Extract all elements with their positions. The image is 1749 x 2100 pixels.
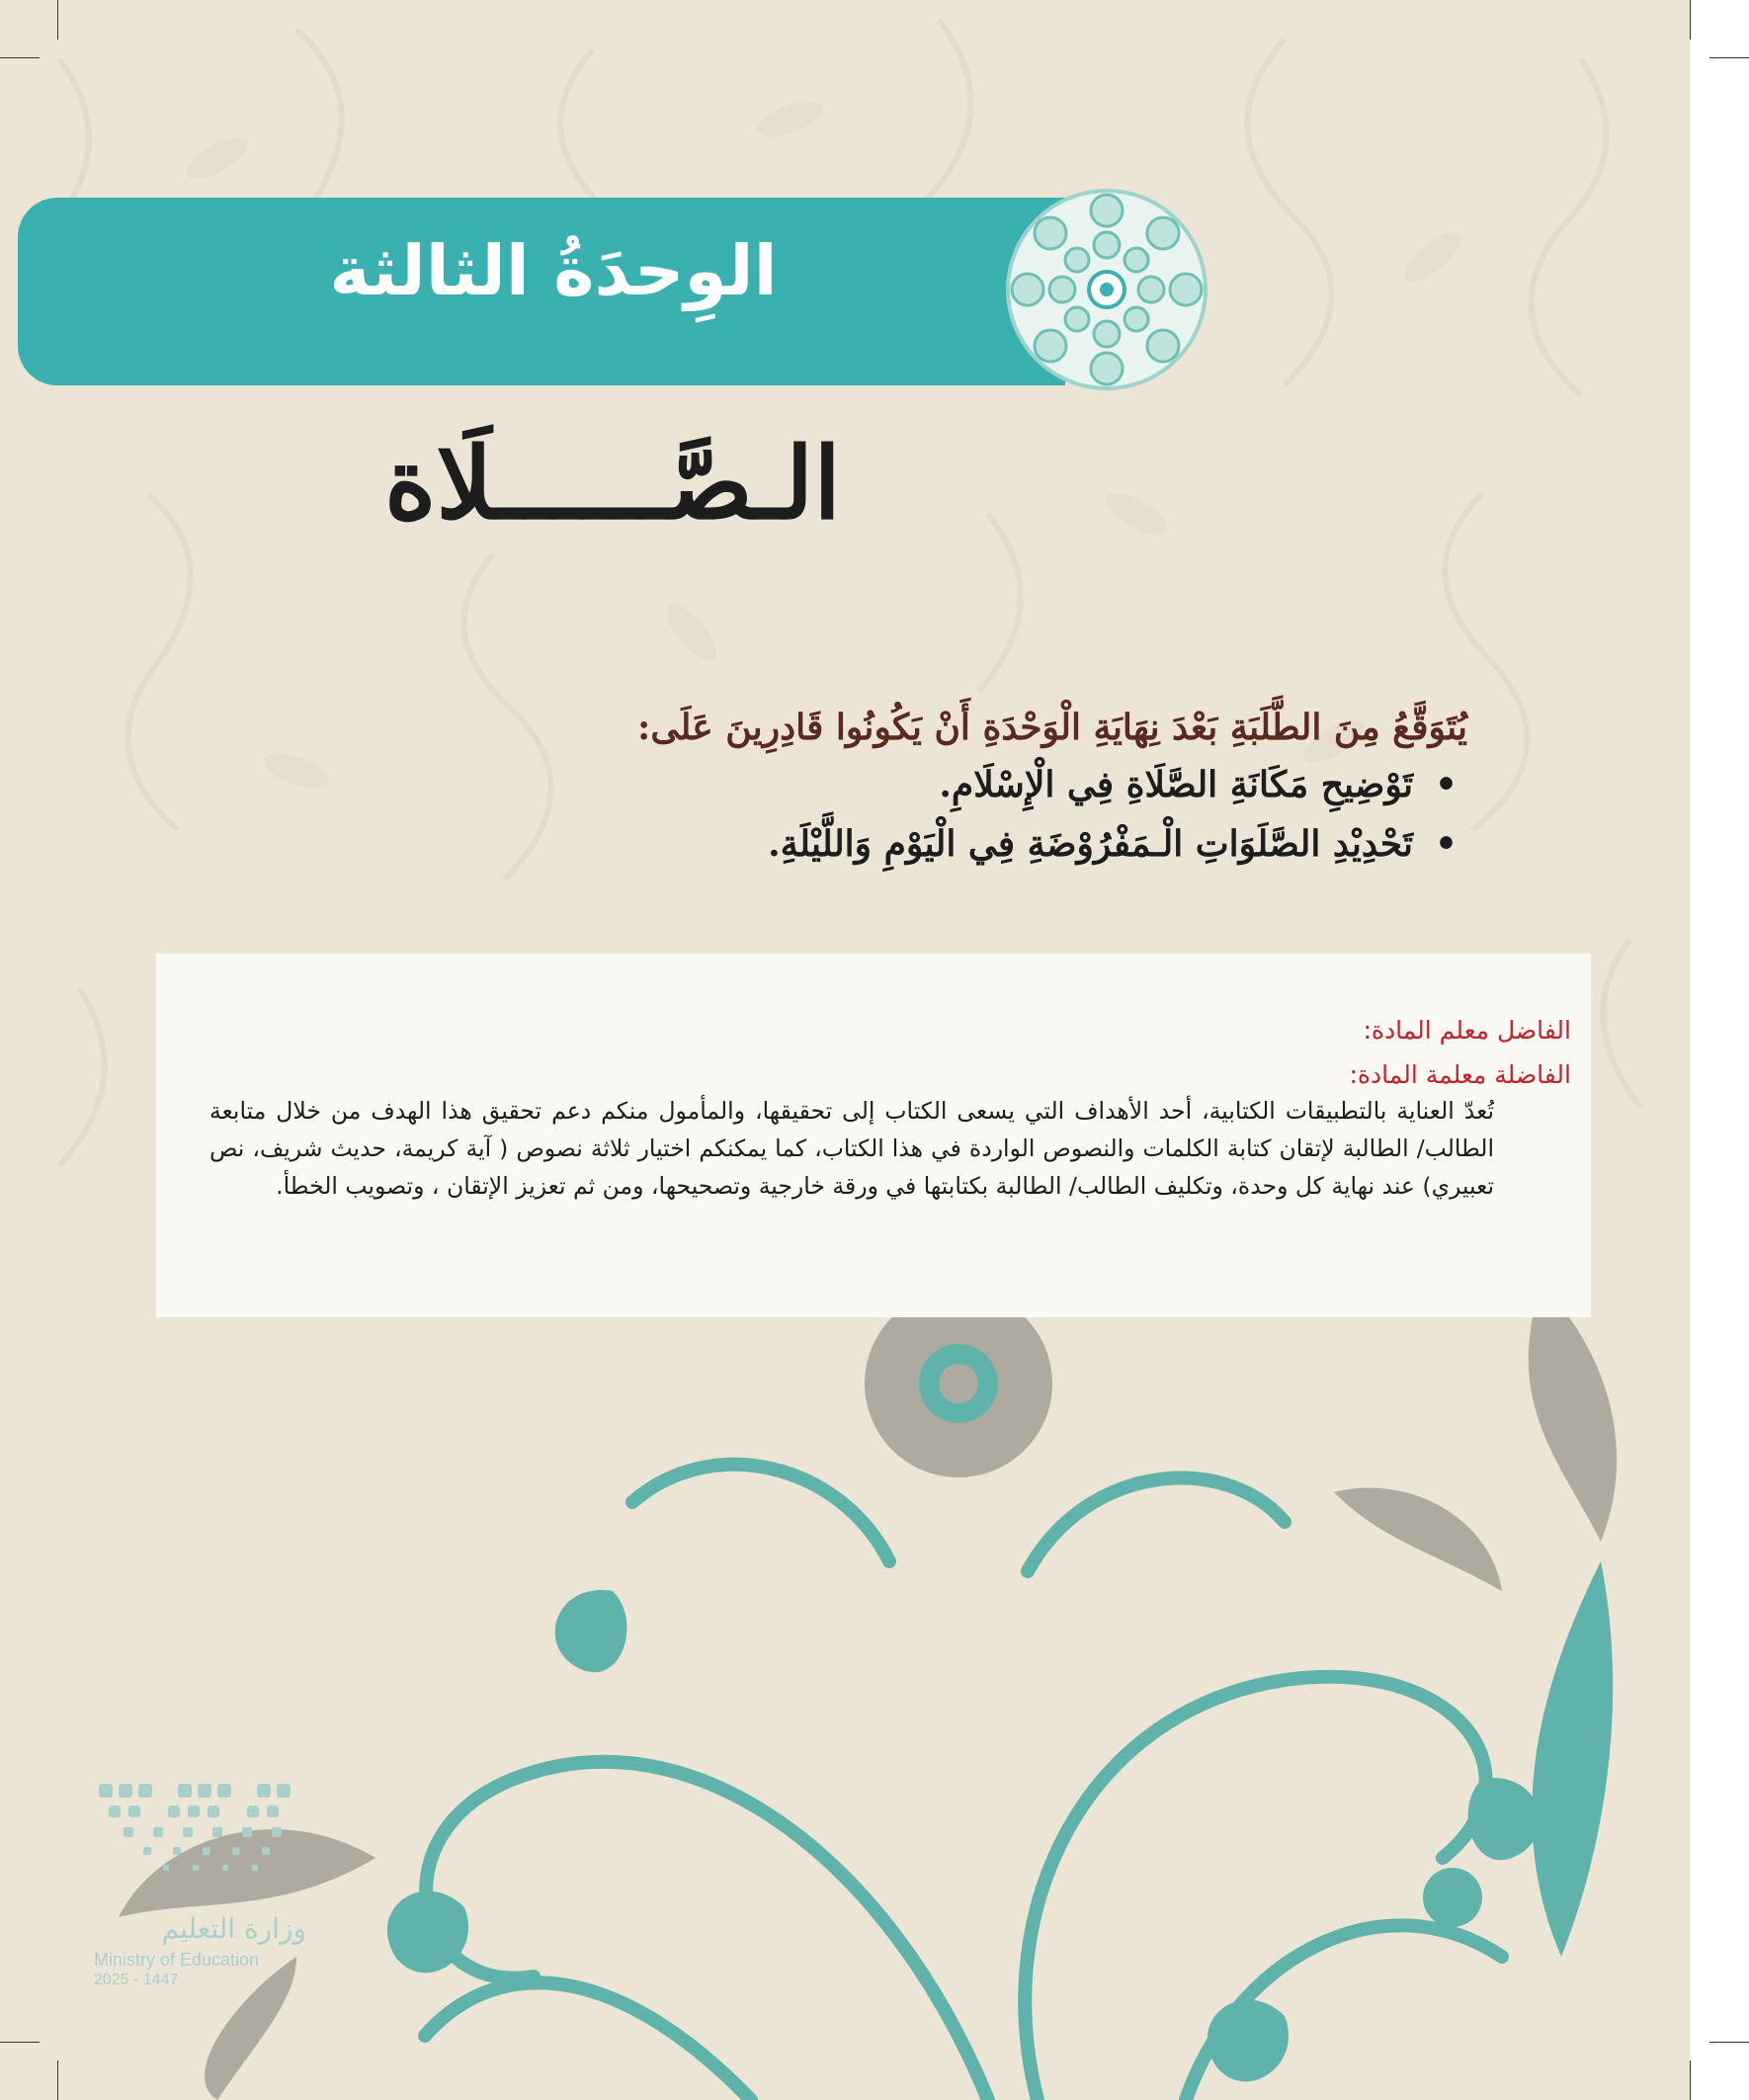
logo-year-text: 2025 - 1447	[94, 1972, 179, 1988]
crop-mark	[1690, 2060, 1691, 2100]
crop-mark	[0, 2042, 40, 2043]
unit-title: الـصَّــــــلَاة	[383, 425, 842, 542]
bullet-icon: •	[1434, 764, 1458, 805]
bullet-icon: •	[1434, 823, 1458, 865]
objectives-intro: يُتَوَقَّعُ مِنَ الطَّلَبَةِ بَعْدَ نِهَايَةِ الْوَحْدَةِ أَنْ يَكُونُوا قَادِرِينَ عَلَى:	[637, 707, 1467, 748]
logo-arabic-text: وزارة التعليم	[161, 1912, 306, 1945]
logo-dots-icon	[94, 1774, 306, 1902]
objectives-list	[479, 764, 1467, 865]
crop-mark	[1709, 57, 1749, 58]
teacher-note-text: تُعدّ العناية بالتطبيقات الكتابية، أحد الأهداف التي يسعى الكتاب إلى تحقيقها، والمأمول منكم دعم تحقيق هذا الهدف من خلال متابعة الطالب/ الطالبة لإتقان كتابة الكلمات والنصوص الواردة في هذا الكتاب، كما يمكنكم اختيار ثلاثة نصوص ( آية كريمة، حديث شريف، نص تعبيري) عند نهاية كل وحدة، وتكليف الطالب/ الطالبة بكتابتها في ورقة خارجية وتصحيحها، ومن ثم تعزيز الإتقان ، وتصويب الخطأ.	[209, 1097, 1494, 1200]
crop-mark	[1690, 0, 1691, 40]
objectives	[479, 707, 1467, 882]
crop-mark	[1709, 2042, 1749, 2043]
logo-english-text: Ministry of Education	[94, 1950, 260, 1970]
unit-banner-title: الوِحدَةُ الثالثة	[329, 230, 778, 311]
rosette-icon	[1003, 186, 1210, 393]
objective-text: تَوْضِيحِ مَكَانَةِ الصَّلَاةِ فِي الْإِسْلَامِ.	[939, 764, 1413, 805]
crop-mark	[57, 2060, 58, 2100]
floral-decoration	[0, 1265, 1690, 2100]
teacher-label-female: الفاضلة معلمة المادة:	[1349, 1060, 1571, 1089]
crop-mark	[57, 0, 58, 40]
list-item	[479, 764, 1458, 805]
list-item	[479, 823, 1458, 865]
objective-text: تَحْدِيْدِ الصَّلَوَاتِ الْـمَفْرُوْضَةِ فِي الْيَوْمِ وَاللَّيْلَةِ.	[768, 823, 1413, 865]
crop-mark	[0, 57, 40, 58]
teacher-label-male: الفاضل معلم المادة:	[1363, 1016, 1571, 1045]
